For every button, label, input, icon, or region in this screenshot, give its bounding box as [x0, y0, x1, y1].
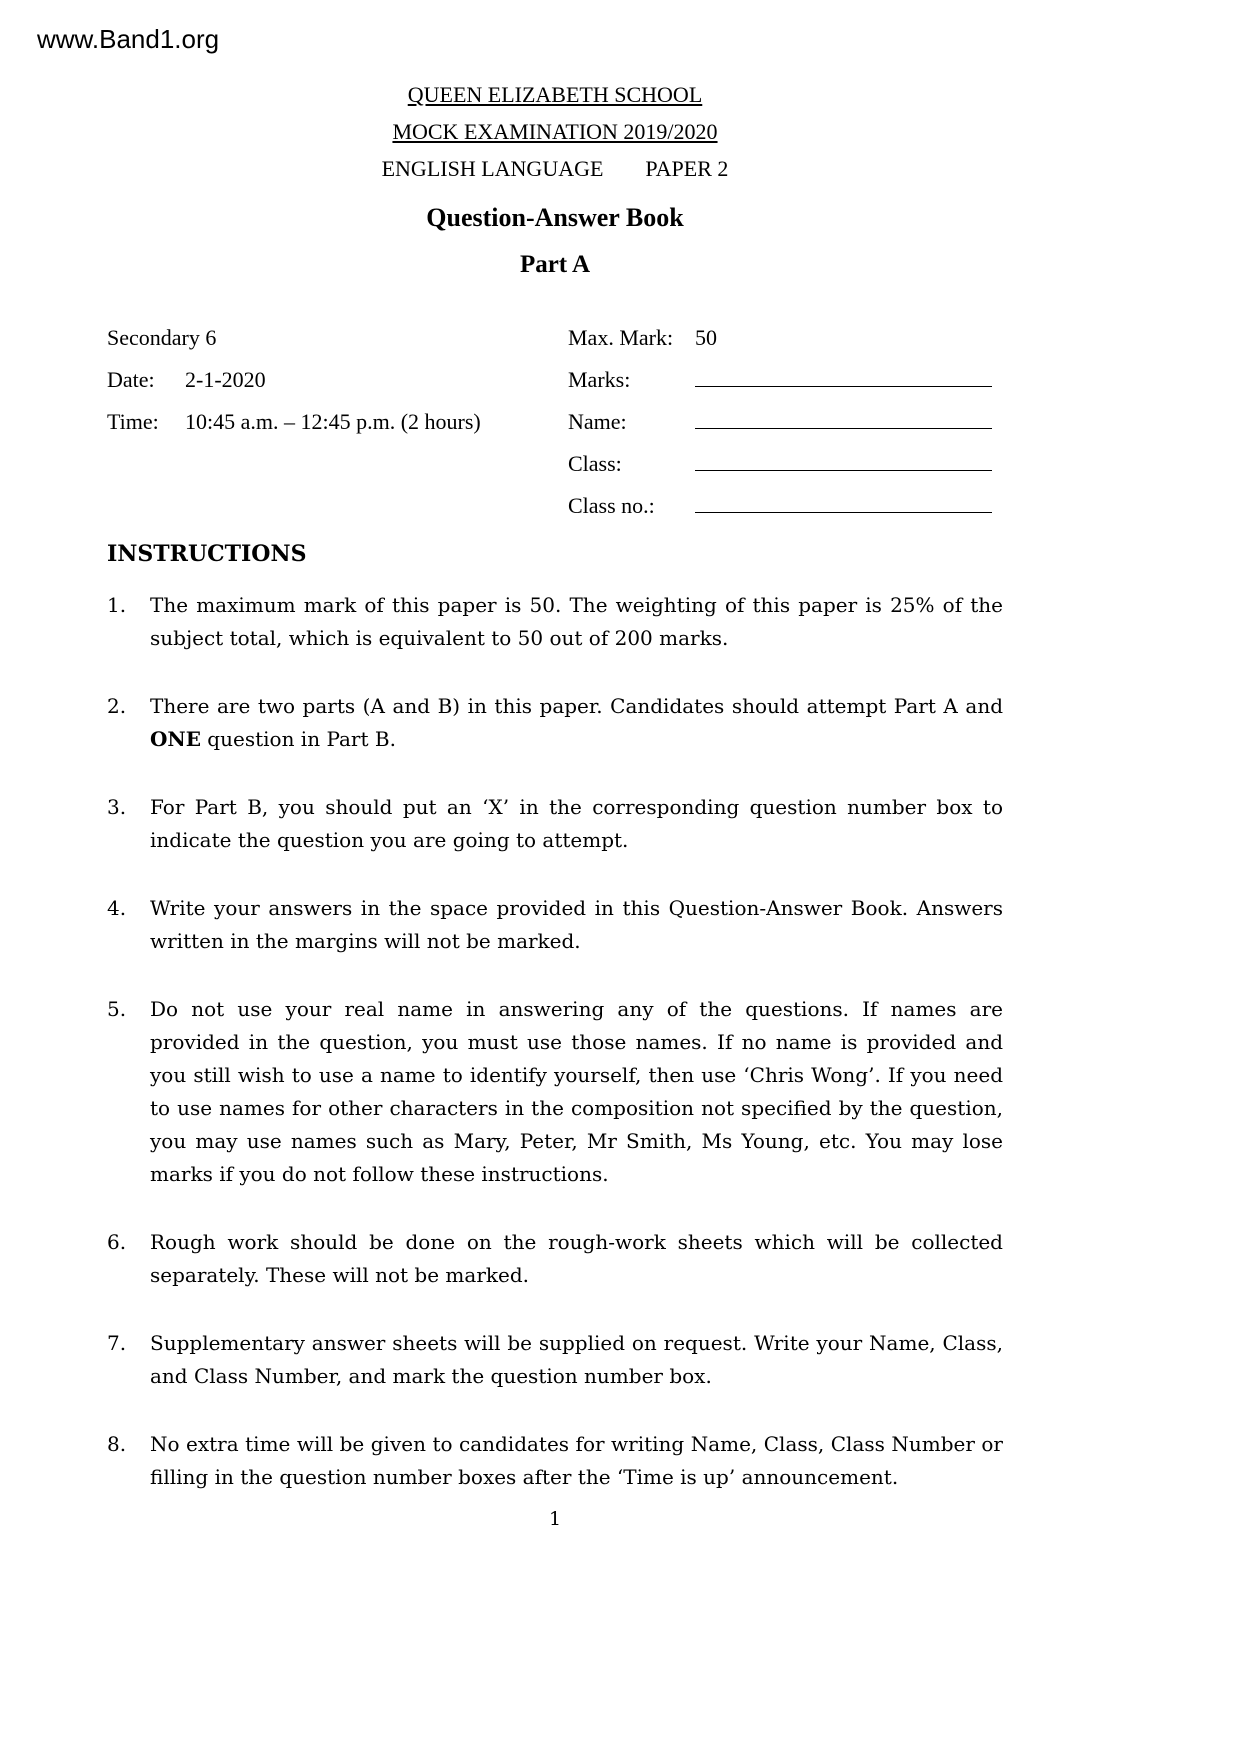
max-mark-row: [568, 325, 1003, 367]
instruction-number: 8.: [107, 1432, 127, 1456]
max-mark-label: Max. Mark:: [568, 325, 674, 350]
instruction-item-1: [107, 589, 1003, 655]
school-name: QUEEN ELIZABETH SCHOOL: [407, 82, 703, 107]
class-blank-line: [695, 461, 992, 471]
instruction-item-3: [107, 791, 1003, 857]
name-label: Name:: [568, 409, 627, 434]
time-label: Time:: [107, 409, 159, 434]
instruction-text: For Part B, you should put an ‘X’ in the corresponding question number box to indicate the question you are going to attempt.: [150, 795, 1003, 852]
secondary-row: [107, 325, 568, 367]
instruction-text: Supplementary answer sheets will be supplied on request. Write your Name, Class, and Class Number, and mark the question number box.: [150, 1331, 1003, 1388]
instruction-item-2: [107, 690, 1003, 756]
instruction-text: No extra time will be given to candidates for writing Name, Class, Class Number or filling in the question number boxes after the ‘Time is up’ announcement.: [150, 1432, 1003, 1489]
time-value: 10:45 a.m. – 12:45 p.m. (2 hours): [185, 409, 481, 434]
instruction-text: Do not use your real name in answering any of the questions. If names are provided in the question, you must use those names. If no name is provided and you still wish to use a name to identify yourself, then use ‘Chris Wong’. If you need to use names for other characters in the composition not specified by the question, you may use names such as Mary, Peter, Mr Smith, Ms Young, etc. You may lose marks if you do not follow these instructions.: [150, 997, 1003, 1186]
date-row: [107, 367, 568, 409]
watermark-text: www.Band1.org: [37, 24, 220, 54]
marks-row: [568, 367, 1003, 409]
instructions-heading: INSTRUCTIONS: [107, 541, 307, 567]
name-blank-line: [695, 419, 992, 429]
date-label: Date:: [107, 367, 155, 392]
class-no-label: Class no.:: [568, 493, 655, 518]
instruction-item-5: [107, 993, 1003, 1191]
class-label: Class:: [568, 451, 622, 476]
date-value: 2-1-2020: [185, 367, 266, 392]
class-row: [568, 451, 1003, 493]
time-row: [107, 409, 568, 451]
secondary-label: Secondary 6: [107, 325, 217, 350]
page-content: [107, 0, 1003, 1529]
paper-header: [107, 76, 1003, 283]
instruction-item-8: [107, 1428, 1003, 1494]
instruction-number: 5.: [107, 997, 127, 1021]
marks-blank-line: [695, 377, 992, 387]
instruction-item-7: [107, 1327, 1003, 1393]
class-no-blank-line: [695, 503, 992, 513]
instruction-item-4: [107, 892, 1003, 958]
info-right-column: [568, 325, 1003, 535]
instruction-number: 3.: [107, 795, 127, 819]
name-row: [568, 409, 1003, 451]
instructions-list: [107, 589, 1003, 1494]
max-mark-value: 50: [695, 325, 717, 350]
instruction-text: The maximum mark of this paper is 50. The weighting of this paper is 25% of the subject total, which is equivalent to 50 out of 200 marks.: [150, 593, 1003, 650]
subject-line: [107, 150, 1003, 187]
marks-label: Marks:: [568, 367, 631, 392]
instruction-item-6: [107, 1226, 1003, 1292]
instruction-number: 2.: [107, 694, 127, 718]
instruction-number: 6.: [107, 1230, 127, 1254]
instruction-number: 7.: [107, 1331, 127, 1355]
part-title: Part A: [519, 251, 591, 278]
subject-name: ENGLISH LANGUAGE: [381, 156, 604, 181]
paper-number: PAPER 2: [645, 156, 729, 181]
book-title: Question-Answer Book: [426, 203, 684, 232]
class-no-row: [568, 493, 1003, 535]
page-number: 1: [548, 1508, 562, 1530]
instruction-number: 1.: [107, 593, 127, 617]
instruction-text: Write your answers in the space provided in this Question-Answer Book. Answers written in the margins will not be marked.: [150, 896, 1003, 953]
instruction-number: 4.: [107, 896, 127, 920]
info-left-column: [107, 325, 568, 535]
instruction-text: There are two parts (A and B) in this paper. Candidates should attempt Part A and ONE question in Part B.: [150, 694, 1003, 751]
instruction-text: Rough work should be done on the rough-work sheets which will be collected separately. These will not be marked.: [150, 1230, 1003, 1287]
exam-title: MOCK EXAMINATION 2019/2020: [392, 119, 718, 144]
exam-info-section: [107, 325, 1003, 535]
